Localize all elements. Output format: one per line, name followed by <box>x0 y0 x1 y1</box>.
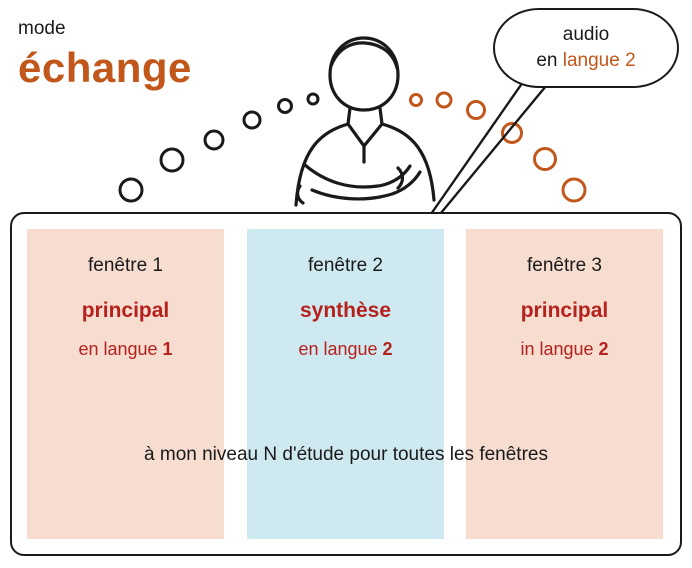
column-window-2 <box>247 229 444 539</box>
column-3-language-prefix: in langue <box>520 339 599 359</box>
column-2-role: synthèse <box>299 299 392 322</box>
sound-bubbles-icon <box>120 94 318 201</box>
column-2-window-label: fenêtre 2 <box>308 255 383 276</box>
column-3-window-label: fenêtre 3 <box>527 255 602 276</box>
column-3-language <box>466 339 663 360</box>
column-window-1 <box>27 229 224 539</box>
column-3-language-number: 2 <box>598 339 609 359</box>
column-2-language-prefix: en langue <box>298 339 383 359</box>
mode-label: mode <box>18 18 66 39</box>
column-2-language <box>247 339 444 360</box>
person-with-crossed-arms-icon <box>296 38 434 205</box>
column-1-window-label: fenêtre 1 <box>88 255 163 276</box>
speech-bubble-line2 <box>536 49 635 73</box>
column-window-3 <box>466 229 663 539</box>
column-3-role: principal <box>520 299 609 322</box>
column-1-language-prefix: en langue <box>78 339 163 359</box>
column-1-language-number: 1 <box>162 339 173 359</box>
panel-footnote: à mon niveau N d'étude pour toutes les fenêtres <box>144 444 548 465</box>
speech-bubble-text <box>493 8 679 88</box>
speech-bubble-line1: audio <box>562 24 610 46</box>
speech-bubble-line2-highlight: langue 2 <box>562 50 636 71</box>
page-title: échange <box>18 44 192 91</box>
speech-bubble-line2-prefix: en <box>536 50 563 71</box>
column-1-role: principal <box>81 299 170 322</box>
sound-bubbles-orange-icon <box>411 93 586 201</box>
column-2-language-number: 2 <box>382 339 393 359</box>
column-1-language <box>27 339 224 360</box>
